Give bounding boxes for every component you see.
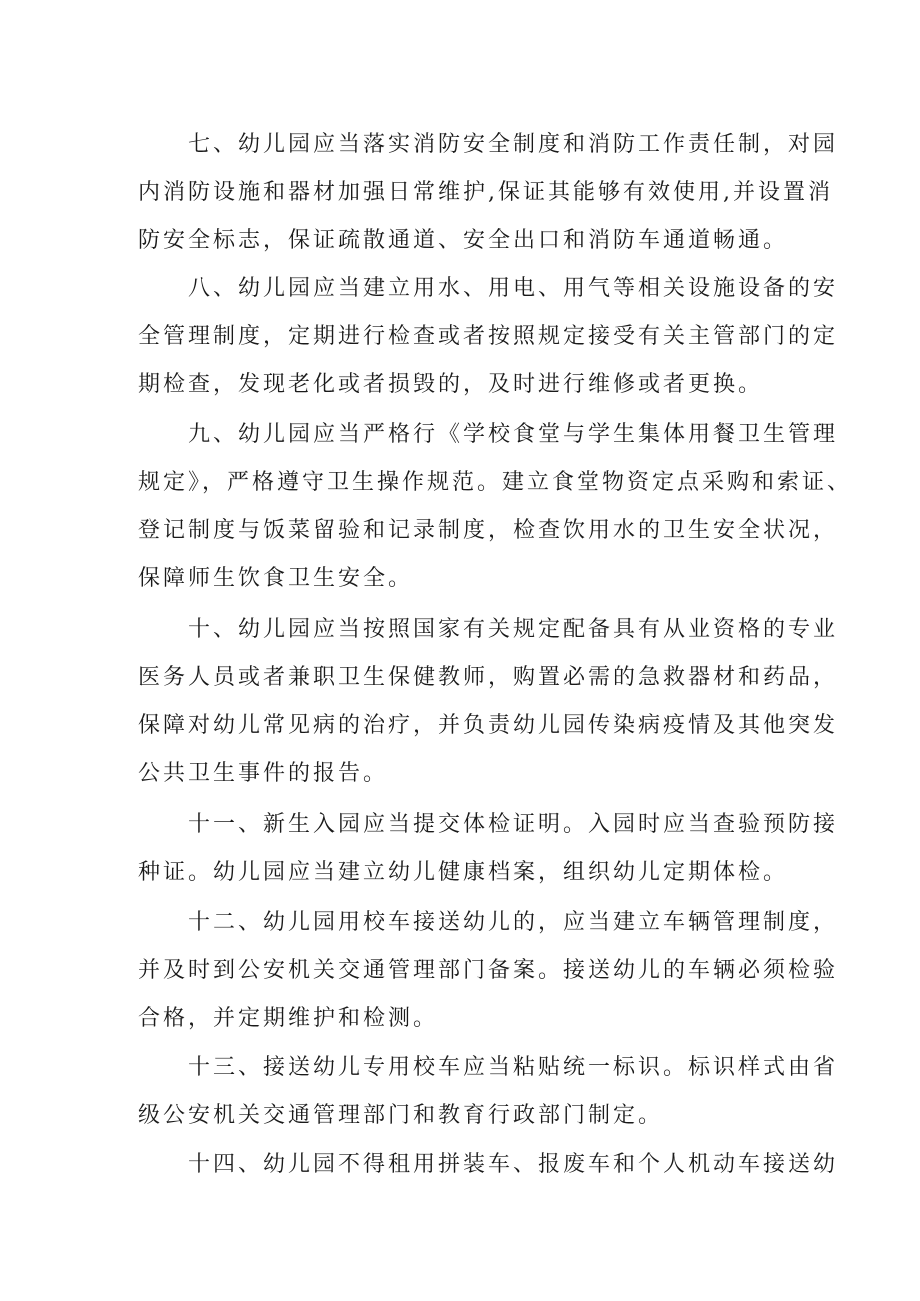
text-line: 医务人员或者兼职卫生保健教师，购置必需的急救器材和药品， — [138, 665, 839, 690]
text-line: 十四、幼儿园不得租用拼装车、报废车和个人机动车接送幼 — [188, 1152, 839, 1177]
paragraph-8 — [138, 265, 839, 409]
text-line: 保障对幼儿常见病的治疗，并负责幼儿园传染病疫情及其他突发 — [138, 713, 839, 738]
paragraph-12 — [138, 899, 839, 1043]
text-line: 并及时到公安机关交通管理部门备案。接送幼儿的车辆必须检验 — [138, 958, 839, 983]
text-line: 七、幼儿园应当落实消防安全制度和消防工作责任制，对园 — [188, 132, 839, 157]
text-line: 合格，并定期维护和检测。 — [138, 1006, 439, 1031]
text-line: 十、幼儿园应当按照国家有关规定配备具有从业资格的专业 — [188, 617, 839, 642]
text-line: 种证。幼儿园应当建立幼儿健康档案，组织幼儿定期体检。 — [138, 860, 789, 885]
text-line: 九、幼儿园应当严格行《学校食堂与学生集体用餐卫生管理 — [188, 422, 839, 447]
paragraph-7 — [138, 121, 839, 265]
text-line: 规定》，严格遵守卫生操作规范。建立食堂物资定点采购和索证、 — [138, 470, 853, 495]
text-line: 公共卫生事件的报告。 — [138, 761, 389, 786]
text-line: 保障师生饮食卫生安全。 — [138, 566, 414, 591]
text-line: 级公安机关交通管理部门和教育行政部门制定。 — [138, 1103, 664, 1128]
text-line: 十三、接送幼儿专用校车应当粘贴统一标识。标识样式由省 — [188, 1055, 839, 1080]
text-line: 十二、幼儿园用校车接送幼儿的，应当建立车辆管理制度， — [188, 910, 839, 935]
paragraph-11 — [138, 801, 839, 897]
text-line: 防安全标志，保证疏散通道、安全出口和消防车通道畅通。 — [138, 228, 789, 253]
text-line: 期检查，发现老化或者损毁的，及时进行维修或者更换。 — [138, 372, 764, 397]
text-line: 十一、新生入园应当提交体检证明。入园时应当查验预防接 — [188, 812, 839, 837]
text-line: 八、幼儿园应当建立用水、用电、用气等相关设施设备的安 — [188, 276, 839, 301]
paragraph-10 — [138, 606, 839, 798]
text-line: 内消防设施和器材加强日常维护,保证其能够有效使用,并设置消 — [138, 180, 833, 205]
paragraph-13 — [138, 1044, 839, 1140]
text-line: 登记制度与饭菜留验和记录制度，检查饮用水的卫生安全状况， — [138, 518, 839, 543]
paragraph-14 — [138, 1141, 839, 1189]
text-line: 全管理制度，定期进行检查或者按照规定接受有关主管部门的定 — [138, 324, 839, 349]
paragraph-9 — [138, 411, 853, 603]
